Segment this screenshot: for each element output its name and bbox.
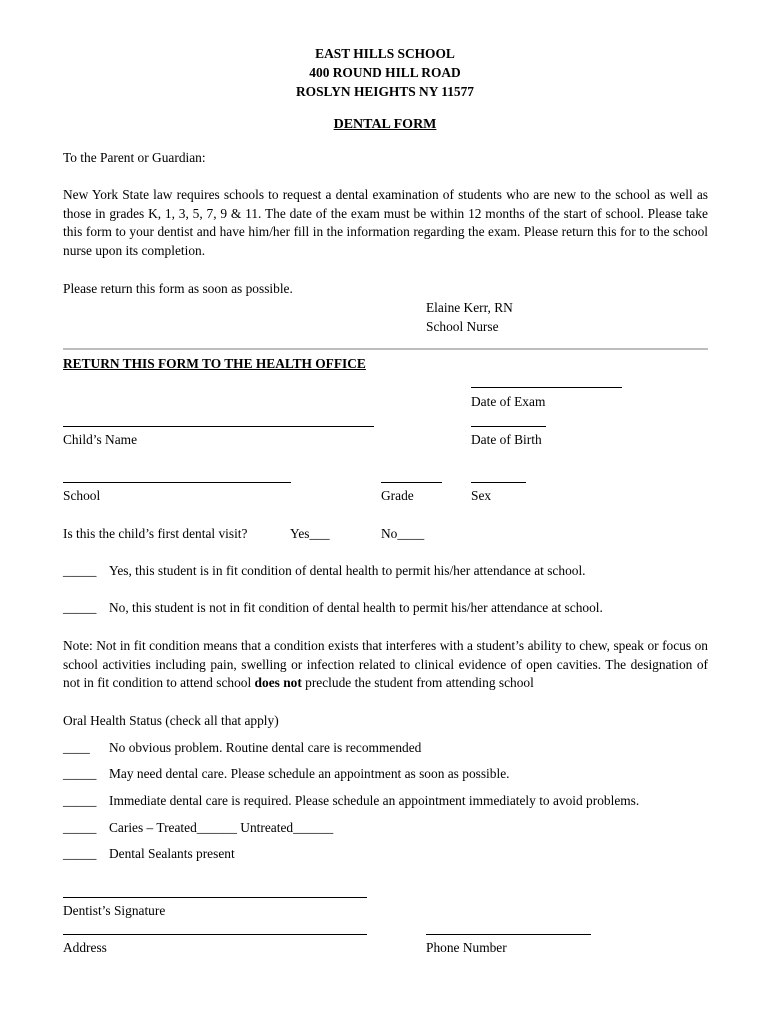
note-bold: does not xyxy=(254,675,302,691)
status-blank[interactable]: ____ xyxy=(63,740,90,755)
section-divider xyxy=(63,348,708,350)
grade-line[interactable] xyxy=(381,482,442,483)
school-label: School xyxy=(63,488,101,503)
school-city: ROSLYN HEIGHTS NY 11577 xyxy=(296,84,474,99)
date-of-exam-line[interactable] xyxy=(471,387,622,388)
phone-label: Phone Number xyxy=(426,940,507,955)
status-blank[interactable]: _____ xyxy=(63,820,97,835)
status-label: Dental Sealants present xyxy=(109,846,235,861)
first-visit-no[interactable]: No____ xyxy=(381,526,425,541)
first-visit-yes[interactable]: Yes___ xyxy=(290,526,330,541)
status-label: May need dental care. Please schedule an appointment as soon as possible. xyxy=(109,766,510,781)
dentist-signature-line[interactable] xyxy=(63,897,367,898)
signer-name: Elaine Kerr, RN xyxy=(426,300,513,315)
return-note: Please return this form as soon as possible. xyxy=(63,281,293,296)
note-text-1: Note: Not in fit condition means that a condition exists that interferes with a student’s ability to chew, speak or focus on school activities including pain, swelling or infection related to clinical evidence of open cavities. The designation of not in fit condition to attend school xyxy=(63,638,708,691)
oral-status-heading: Oral Health Status (check all that apply) xyxy=(63,713,279,728)
phone-line[interactable] xyxy=(426,934,591,935)
status-blank[interactable]: _____ xyxy=(63,766,97,781)
sex-label: Sex xyxy=(471,488,492,503)
fit-condition-note xyxy=(63,637,708,693)
status-label: Caries – Treated______ Untreated______ xyxy=(109,820,334,835)
childs-name-line[interactable] xyxy=(63,426,374,427)
school-street: 400 ROUND HILL ROAD xyxy=(309,65,461,80)
signer-title: School Nurse xyxy=(426,319,499,334)
letter-body: New York State law requires schools to request a dental examination of students who are new to the school as well as those in grades K, 1, 3, 5, 7, 9 & 11. The date of the exam must be within 12 months of the start of school. Please take this form to your dentist and have him/her fill in the information regarding the exam. Please return this for to the school nurse upon its completion. xyxy=(63,187,708,258)
date-of-birth-line[interactable] xyxy=(471,426,546,427)
status-label: No obvious problem. Routine dental care is recommended xyxy=(109,740,422,755)
fit-no-label: No, this student is not in fit condition of dental health to permit his/her attendance at school. xyxy=(109,600,603,615)
grade-label: Grade xyxy=(381,488,414,503)
first-visit-question: Is this the child’s first dental visit? xyxy=(63,526,248,541)
salutation: To the Parent or Guardian: xyxy=(63,150,206,165)
note-text-2: preclude the student from attending school xyxy=(301,675,534,691)
status-blank[interactable]: _____ xyxy=(63,846,97,861)
address-line[interactable] xyxy=(63,934,367,935)
form-title: DENTAL FORM xyxy=(333,117,437,132)
address-label: Address xyxy=(63,940,107,955)
status-label: Immediate dental care is required. Please schedule an appointment immediately to avoid problems. xyxy=(109,793,640,808)
fit-yes-label: Yes, this student is in fit condition of dental health to permit his/her attendance at school. xyxy=(109,563,586,578)
childs-name-label: Child’s Name xyxy=(63,432,138,447)
school-name: EAST HILLS SCHOOL xyxy=(315,46,455,61)
fit-no-blank[interactable]: _____ xyxy=(63,600,97,615)
date-of-birth-label: Date of Birth xyxy=(471,432,542,447)
sex-line[interactable] xyxy=(471,482,526,483)
date-of-exam-label: Date of Exam xyxy=(471,394,546,409)
dentist-signature-label: Dentist’s Signature xyxy=(63,903,166,918)
school-line[interactable] xyxy=(63,482,291,483)
status-blank[interactable]: _____ xyxy=(63,793,97,808)
return-heading: RETURN THIS FORM TO THE HEALTH OFFICE xyxy=(63,356,366,371)
fit-yes-blank[interactable]: _____ xyxy=(63,563,97,578)
